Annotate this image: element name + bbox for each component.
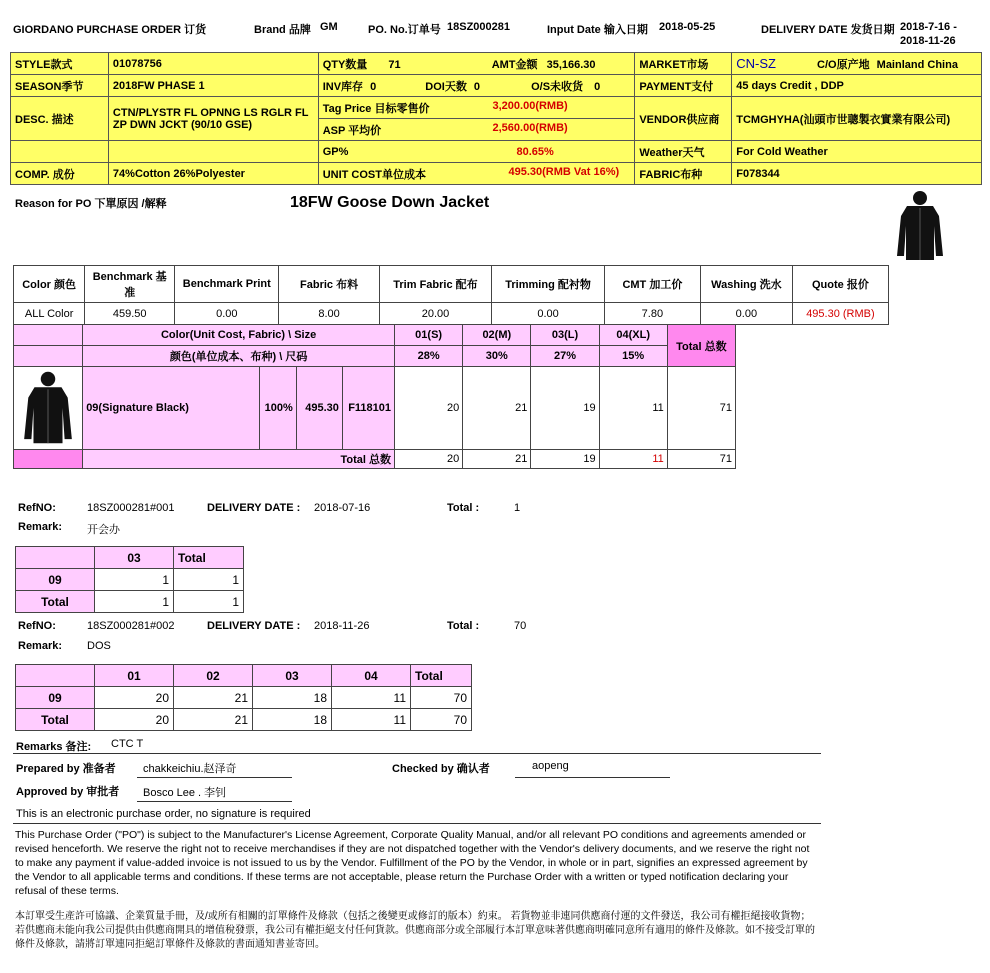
qty-total: 71 xyxy=(667,367,735,450)
sum-xl: 11 xyxy=(599,450,667,469)
cost-header-row xyxy=(14,266,889,303)
asp-cell xyxy=(318,119,635,141)
delivery-2-size-02: 02 xyxy=(174,665,253,687)
delivery-2-date-value: 2018-11-26 xyxy=(314,620,370,632)
delivery-2-size-04: 04 xyxy=(332,665,411,687)
cost-header-washing: Washing 洗水 xyxy=(700,266,792,303)
payment-value: 45 days Credit , DDP xyxy=(732,75,982,97)
delivery-1-sum-total: 1 xyxy=(174,591,244,613)
sum-total: 71 xyxy=(667,450,735,469)
delivery-date-range-start: 2018-7-16 - xyxy=(900,21,957,33)
delivery-2-ref-label: RefNO: xyxy=(18,620,56,632)
delivery-2-total-value: 70 xyxy=(514,620,527,632)
size-m-ratio: 30% xyxy=(463,346,531,367)
delivery-2-sum-total: 70 xyxy=(411,709,472,731)
delivery-1-row-total: 1 xyxy=(174,569,244,591)
style-label: STYLE款式 xyxy=(11,53,109,75)
cost-header-cmt: CMT 加工价 xyxy=(604,266,700,303)
color-pct: 100% xyxy=(259,367,296,450)
prepared-by-label: Prepared by 准备者 xyxy=(16,763,116,775)
empty-cell xyxy=(11,141,109,163)
cost-value-row xyxy=(14,303,889,325)
size-header-cn: 颜色(单位成本、布种) \ 尺码 xyxy=(83,346,395,367)
fabric-value: F078344 xyxy=(732,163,982,185)
doi-value: 0 xyxy=(473,80,481,93)
jacket-silhouette-icon xyxy=(20,368,76,448)
delivery-2-remark-label: Remark: xyxy=(18,640,63,652)
cost-value-quote: 495.30 (RMB) xyxy=(792,303,888,325)
delivery-2-sum-03: 18 xyxy=(253,709,332,731)
size-xl-header: 04(XL) xyxy=(599,325,667,346)
inv-label: INV库存 xyxy=(322,80,364,93)
payment-label: PAYMENT支付 xyxy=(635,75,732,97)
delivery-2-qty-02: 21 xyxy=(174,687,253,709)
gp-cell xyxy=(318,141,635,163)
delivery-2-total-header: Total xyxy=(411,665,472,687)
inv-value: 0 xyxy=(370,80,377,93)
delivery-date-range-end: 2018-11-26 xyxy=(900,35,956,47)
electronic-note: This is an electronic purchase order, no signature is required xyxy=(16,808,311,820)
season-value: 2018FW PHASE 1 xyxy=(108,75,318,97)
terms-chinese: 本訂單受生產許可協議、企業質量手冊，及/或所有相關的訂單條件及條款（包括之後變更或修訂的版本）約束。 若貨物並非連同供應商付運的文件發送，我公司有權拒絕接收貨物；若供應商未能向我公司提供由供應商開具的增值稅發票，我公司有權拒絕支付任何貨款。供應商部分或全部履行本訂單意味著供應商明確同意所有適用的條件及條款。如不接受訂單的條件及條款，請將訂單連同拒絕訂單條件及條款的書面通知書並寄回。 xyxy=(15,911,815,950)
input-date-value: 2018-05-25 xyxy=(659,21,716,33)
delivery-2-sum-01: 20 xyxy=(95,709,174,731)
divider xyxy=(13,823,821,824)
delivery-1-sum-label: Total xyxy=(16,591,95,613)
os-value: 0 xyxy=(594,80,601,93)
tag-price-cell xyxy=(318,97,635,119)
delivery-date-label: DELIVERY DATE 发货日期 xyxy=(761,24,895,36)
origin-label: C/O原产地 xyxy=(817,58,870,71)
jacket-silhouette-icon xyxy=(893,190,947,262)
color-fabric: F118101 xyxy=(342,367,394,450)
remarks-value: CTC T xyxy=(111,738,144,750)
qty-label: QTY数量 xyxy=(322,58,368,71)
delivery-2-date-label: DELIVERY DATE : xyxy=(207,620,301,632)
prepared-by-underline xyxy=(137,777,292,778)
size-color-table xyxy=(13,324,736,469)
color-cost: 495.30 xyxy=(296,367,342,450)
cost-value-trimming: 0.00 xyxy=(492,303,605,325)
delivery-2-sum-02: 21 xyxy=(174,709,253,731)
input-date-label: Input Date 输入日期 xyxy=(547,24,648,36)
delivery-2-sum-label: Total xyxy=(16,709,95,731)
delivery-2-table xyxy=(15,664,472,731)
size-l-header: 03(L) xyxy=(531,325,599,346)
delivery-2-qty-04: 11 xyxy=(332,687,411,709)
delivery-2-ref-value: 18SZ000281#002 xyxy=(87,620,175,632)
delivery-2-size-03: 03 xyxy=(253,665,332,687)
checked-by-underline xyxy=(515,777,670,778)
cost-header-color: Color 颜色 xyxy=(14,266,85,303)
delivery-1-total-value: 1 xyxy=(514,502,521,514)
cost-value-color: ALL Color xyxy=(14,303,85,325)
qty-s: 20 xyxy=(395,367,463,450)
size-header-corner-2 xyxy=(14,346,83,367)
cost-breakdown-table xyxy=(13,265,889,325)
approved-by-value: Bosco Lee . 李钊 xyxy=(143,787,227,799)
market-value: CN-SZ xyxy=(736,55,776,71)
size-l-ratio: 27% xyxy=(531,346,599,367)
size-xl-ratio: 15% xyxy=(599,346,667,367)
delivery-1-corner xyxy=(16,547,95,569)
cost-value-washing: 0.00 xyxy=(700,303,792,325)
empty-cell xyxy=(108,141,318,163)
checked-by-value: aopeng xyxy=(532,760,569,772)
size-total-header: Total 总数 xyxy=(667,325,735,367)
delivery-1-sum-qty: 1 xyxy=(95,591,174,613)
delivery-1-date-label: DELIVERY DATE : xyxy=(207,502,301,514)
qty-xl: 11 xyxy=(599,367,667,450)
delivery-1-remark-label: Remark: xyxy=(18,521,63,533)
delivery-2-size-01: 01 xyxy=(95,665,174,687)
vendor-value: TCMGHYHA(汕頭市世聰製衣實業有限公司) xyxy=(732,97,982,141)
delivery-2-sum-04: 11 xyxy=(332,709,411,731)
color-name: 09(Signature Black) xyxy=(83,367,259,450)
qty-m: 21 xyxy=(463,367,531,450)
color-row xyxy=(14,367,736,450)
fabric-label: FABRIC布种 xyxy=(635,163,732,185)
unit-cost-value: 495.30(RMB Vat 16%) xyxy=(508,165,620,178)
season-label: SEASON季节 xyxy=(11,75,109,97)
gp-value: 80.65% xyxy=(516,145,554,158)
cost-value-trim-fabric: 20.00 xyxy=(379,303,492,325)
cost-header-fabric: Fabric 布料 xyxy=(279,266,379,303)
prepared-by-value: chakkeichiu.赵泽奇 xyxy=(143,763,237,775)
product-image xyxy=(893,190,947,262)
amt-label: AMT金额 xyxy=(491,58,538,71)
size-s-ratio: 28% xyxy=(395,346,463,367)
desc-value xyxy=(108,97,318,141)
market-label: MARKET市场 xyxy=(635,53,732,75)
delivery-2-qty-01: 20 xyxy=(95,687,174,709)
delivery-1-total-label: Total : xyxy=(447,502,480,514)
delivery-2-row-color: 09 xyxy=(16,687,95,709)
approved-by-underline xyxy=(137,801,292,802)
size-header-en: Color(Unit Cost, Fabric) \ Size xyxy=(83,325,395,346)
origin-value: Mainland China xyxy=(876,58,958,71)
doi-label: DOI天数 xyxy=(425,80,467,93)
cost-header-trim-fabric: Trim Fabric 配布 xyxy=(379,266,492,303)
unit-cost-cell xyxy=(318,163,635,185)
delivery-1-date-value: 2018-07-16 xyxy=(314,502,371,514)
sum-corner xyxy=(14,450,83,469)
asp-value: 2,560.00(RMB) xyxy=(492,121,568,134)
product-title: 18FW Goose Down Jacket xyxy=(290,194,490,211)
asp-label: ASP 平均价 xyxy=(322,124,382,137)
cost-value-fabric: 8.00 xyxy=(279,303,379,325)
delivery-1-row-color: 09 xyxy=(16,569,95,591)
os-label: O/S未收货 xyxy=(531,80,584,93)
delivery-2-remark-value: DOS xyxy=(87,640,111,652)
divider xyxy=(13,753,821,754)
color-swatch-image xyxy=(14,367,83,450)
reason-label: Reason for PO 下單原因 /解释 xyxy=(15,198,167,210)
delivery-2-qty-03: 18 xyxy=(253,687,332,709)
sum-m: 21 xyxy=(463,450,531,469)
sum-row xyxy=(14,450,736,469)
inventory-cell xyxy=(318,75,635,97)
cost-header-benchmark-print: Benchmark Print xyxy=(175,266,279,303)
delivery-2-total-label: Total : xyxy=(447,620,480,632)
delivery-1-table xyxy=(15,546,244,613)
cost-value-benchmark: 459.50 xyxy=(85,303,175,325)
terms-english: This Purchase Order ("PO") is subject to the Manufacturer's License Agreement, Corporate Quality Manual, and/or all relevant PO conditions and agreements amended or revised henceforth. We reserve the right not to receive merchandises if they are not dispatched together with the Vendor's delivery documents, and we reserve the right not to make any payment if value-added invoice is not issued to us by the Vendor. Fulfillment of the PO by the Vendor, in whole or in part, signifies an expressed agreement by the Vendor to all applicable terms and conditions. If these terms are not acceptable, please return the Purchase Order with a written or typed notification declaring your refusal of these terms. xyxy=(15,829,810,897)
qty-l: 19 xyxy=(531,367,599,450)
comp-value: 74%Cotton 26%Polyester xyxy=(108,163,318,185)
size-header-corner xyxy=(14,325,83,346)
cost-header-trimming: Trimming 配衬物 xyxy=(492,266,605,303)
po-title: GIORDANO PURCHASE ORDER 订货 xyxy=(13,24,207,36)
tag-price-label: Tag Price 目标零售价 xyxy=(322,102,430,115)
vendor-label: VENDOR供应商 xyxy=(635,97,732,141)
size-m-header: 02(M) xyxy=(463,325,531,346)
delivery-1-total-header: Total xyxy=(174,547,244,569)
unit-cost-label: UNIT COST单位成本 xyxy=(322,168,426,181)
info-table xyxy=(10,52,982,185)
cost-value-benchmark-print: 0.00 xyxy=(175,303,279,325)
qty-value: 71 xyxy=(388,58,401,71)
delivery-1-size-header: 03 xyxy=(95,547,174,569)
delivery-2-row-total: 70 xyxy=(411,687,472,709)
po-label: PO. No.订单号 xyxy=(368,24,441,36)
delivery-1-row-qty: 1 xyxy=(95,569,174,591)
brand-label: Brand 品牌 xyxy=(254,24,311,36)
tag-price-value: 3,200.00(RMB) xyxy=(492,99,568,112)
delivery-1-ref-label: RefNO: xyxy=(18,502,56,514)
cost-value-cmt: 7.80 xyxy=(604,303,700,325)
approved-by-label: Approved by 审批者 xyxy=(16,786,120,798)
cost-header-benchmark: Benchmark 基准 xyxy=(85,266,175,303)
delivery-2-corner xyxy=(16,665,95,687)
cost-header-quote: Quote 报价 xyxy=(792,266,888,303)
comp-label: COMP. 成份 xyxy=(11,163,109,185)
desc-line-1: CTN/PLYSTR FL OPNNG LS RGLR FL xyxy=(112,106,309,119)
sum-s: 20 xyxy=(395,450,463,469)
checked-by-label: Checked by 确认者 xyxy=(392,763,490,775)
weather-value: For Cold Weather xyxy=(732,141,982,163)
delivery-1-remark-value: 开会办 xyxy=(87,524,120,536)
market-origin-cell xyxy=(732,53,982,75)
amt-value: 35,166.30 xyxy=(546,58,596,71)
sum-label: Total 总数 xyxy=(83,450,395,469)
delivery-1-ref-value: 18SZ000281#001 xyxy=(87,502,175,514)
po-number: 18SZ000281 xyxy=(447,21,510,33)
remarks-label: Remarks 备注: xyxy=(16,741,92,753)
desc-line-2: ZP DWN JCKT (90/10 GSE) xyxy=(112,118,253,131)
desc-label: DESC. 描述 xyxy=(11,97,109,141)
brand-value: GM xyxy=(320,21,338,33)
size-s-header: 01(S) xyxy=(395,325,463,346)
sum-l: 19 xyxy=(531,450,599,469)
style-value: 01078756 xyxy=(108,53,318,75)
qty-amt-cell xyxy=(318,53,635,75)
gp-label: GP% xyxy=(322,145,349,158)
weather-label: Weather天气 xyxy=(635,141,732,163)
